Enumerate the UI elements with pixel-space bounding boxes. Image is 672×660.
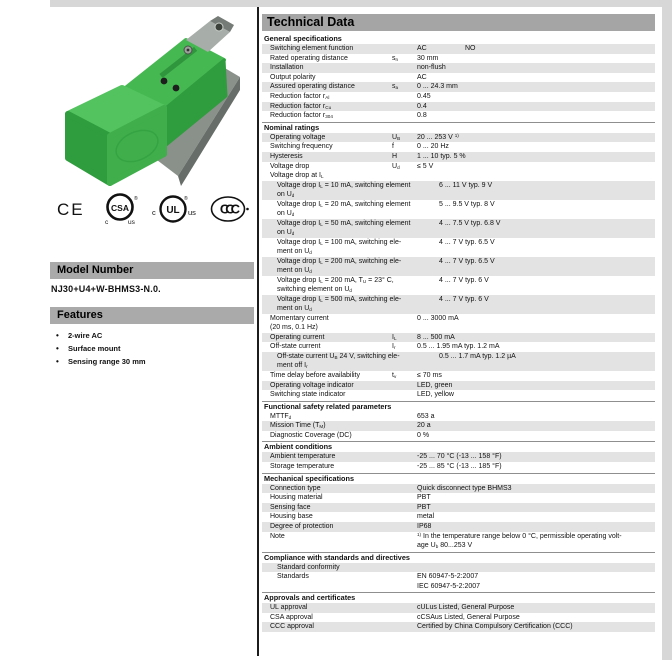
spec-row [262, 390, 655, 400]
svg-text:CE: CE [57, 200, 85, 219]
technical-data-column [262, 0, 655, 632]
spec-section [262, 441, 655, 471]
spec-label: Installation [270, 64, 304, 72]
spec-symbol: $U_d$ [392, 162, 400, 170]
spec-label: Voltage drop $I_L = 200$ mA, switching ele- ment on $U_d$ [277, 257, 402, 275]
bullet-icon: • [56, 357, 59, 366]
spec-value: cCSAus Listed, General Purpose [417, 613, 520, 621]
spec-row [262, 421, 655, 431]
section-header: Compliance with standards and directives [262, 552, 655, 563]
svg-text:®: ® [184, 196, 188, 202]
spec-value: $^{1)}$ In the temperature range below 0 °C, permissible operating volt- age $U_b$ 80...253 V [417, 531, 622, 550]
spec-label: CSA approval [270, 613, 313, 621]
spec-row [262, 54, 655, 64]
spec-label: Time delay before availability [270, 371, 361, 379]
svg-text:us: us [188, 208, 197, 217]
spec-row [262, 452, 655, 462]
svg-text:CCC: CCC [219, 201, 237, 217]
spec-section [262, 592, 655, 632]
spec-value: EN 60947-5-2:2007 IEC 60947-5-2:2007 [417, 573, 481, 590]
spec-label: Hysteresis [270, 152, 303, 160]
spec-value: 4 ... 7.5 V typ. 6.8 V [439, 219, 501, 227]
spec-label: Mission Time $(T_M)$ [270, 422, 326, 430]
section-header: Approvals and certificates [262, 592, 655, 603]
svg-text:®: ® [133, 196, 138, 202]
spec-value: IP68 [417, 523, 432, 531]
spec-row [262, 342, 655, 352]
spec-value: -25 ... 70 °C (-13 ... 158 °F) [417, 453, 502, 461]
spec-value: 0 ... 3000 mA [417, 314, 459, 322]
feature-item [56, 342, 146, 355]
spec-row [262, 219, 655, 238]
spec-value: ≤ 70 ms [417, 371, 442, 379]
spec-label: Standards [277, 573, 309, 581]
spec-section [262, 34, 655, 121]
spec-row [262, 493, 655, 503]
ul-mark-icon [151, 192, 197, 226]
spec-value: Certified by China Compulsory Certification (CCC) [417, 623, 573, 631]
spec-label: Degree of protection [270, 523, 334, 531]
spec-row [262, 200, 655, 219]
spec-row [262, 333, 655, 343]
bullet-icon: • [56, 331, 59, 340]
spec-value: 0.4 [417, 102, 427, 110]
technical-data-title: Technical Data [262, 14, 655, 31]
spec-row [262, 613, 655, 623]
spec-value: 0.5 ... 1.95 mA typ. 1.2 mA [417, 343, 500, 351]
feature-label: Sensing range 30 mm [68, 357, 146, 366]
spec-row [262, 257, 655, 276]
spec-row [262, 484, 655, 494]
spec-label: Voltage drop $I_L = 100$ mA, switching ele- ment on $U_d$ [277, 238, 402, 256]
spec-symbol: H [392, 152, 398, 160]
spec-label: Ambient temperature [270, 453, 336, 461]
spec-value: AC [417, 73, 427, 81]
spec-value: PBT [417, 503, 431, 511]
spec-row [262, 162, 655, 172]
spec-table [262, 34, 655, 632]
spec-value: 1 ... 10 typ. 5 % [417, 152, 466, 160]
spec-row [262, 563, 655, 573]
spec-value: -25 ... 85 °C (-13 ... 185 °F) [417, 463, 502, 471]
spec-section [262, 122, 655, 400]
spec-label: Housing material [270, 494, 323, 502]
spec-value: 653 a [417, 412, 435, 420]
features-list [56, 329, 146, 368]
section-header: Functional safety related parameters [262, 401, 655, 412]
spec-label: Sensing face [270, 503, 311, 511]
spec-value: 20 a [417, 422, 431, 430]
spec-value: AC NO [417, 45, 476, 52]
spec-label: Switching element function [270, 45, 354, 52]
ce-mark-icon [56, 197, 88, 221]
spec-label: Rated operating distance [270, 54, 348, 62]
spec-row [262, 622, 655, 632]
spec-value: 5 ... 9.5 V typ. 8 V [439, 200, 495, 208]
spec-row [262, 512, 655, 522]
svg-text:c: c [152, 208, 157, 217]
spec-label: CCC approval [270, 623, 314, 631]
feature-label: Surface mount [68, 344, 121, 353]
spec-row [262, 73, 655, 83]
spec-label: Switching state indicator [270, 391, 346, 399]
spec-value: metal [417, 513, 435, 521]
spec-row [262, 412, 655, 422]
spec-label: Voltage drop $I_L = 500$ mA, switching ele- ment on $U_d$ [277, 295, 402, 313]
spec-value: non-flush [417, 64, 446, 72]
spec-label: Voltage drop $I_L = 10$ mA, switching element on $U_d$ [277, 181, 411, 199]
spec-section [262, 473, 655, 551]
product-photo [60, 8, 248, 188]
spec-label: Operating current [270, 333, 325, 341]
spec-section [262, 401, 655, 441]
spec-value: LED, yellow [417, 391, 454, 399]
spec-label: Output polarity [270, 73, 316, 81]
feature-item [56, 355, 146, 368]
spec-value: 8 ... 500 mA [417, 333, 455, 341]
spec-row [262, 352, 655, 371]
svg-text:c: c [104, 219, 108, 226]
spec-value: 0 ... 20 Hz [417, 143, 449, 151]
spec-label: Momentary current (20 ms, 0.1 Hz) [270, 314, 329, 332]
spec-row [262, 371, 655, 381]
spec-label: Voltage drop $I_L = 20$ mA, switching element on $U_d$ [277, 200, 411, 218]
feature-item [56, 329, 146, 342]
spec-label: Voltage drop [270, 162, 310, 170]
spec-row [262, 503, 655, 513]
spec-value: 4 ... 7 V typ. 6.5 V [439, 257, 495, 265]
spec-row [262, 142, 655, 152]
spec-value: 4 ... 7 V typ. 6 V [439, 295, 489, 303]
certification-marks [56, 190, 252, 228]
bullet-icon: • [56, 344, 59, 353]
model-number: NJ30+U4+W-BHMS3-N.0. [51, 284, 161, 294]
spec-label: Standard conformity [277, 563, 340, 571]
spec-value: 0 ... 24.3 mm [417, 83, 458, 91]
spec-symbol: $I_L$ [392, 333, 397, 341]
spec-label: Assured operating distance [270, 83, 355, 91]
spec-value: 0.5 ... 1.7 mA typ. 1.2 µA [439, 352, 516, 360]
spec-symbol: $I_r$ [392, 343, 396, 351]
spec-label: Voltage drop at $I_L$ [270, 172, 324, 180]
spec-value: 0.45 [417, 92, 431, 100]
spec-row [262, 92, 655, 102]
spec-value: 4 ... 7 V typ. 6.5 V [439, 238, 495, 246]
spec-value: 30 mm [417, 54, 439, 62]
spec-row [262, 44, 655, 54]
spec-label: Operating voltage indicator [270, 381, 354, 389]
section-header: Ambient conditions [262, 441, 655, 452]
spec-row [262, 314, 655, 333]
spec-row [262, 603, 655, 613]
spec-value: cULus Listed, General Purpose [417, 604, 515, 612]
spec-row [262, 276, 655, 295]
spec-row [262, 381, 655, 391]
spec-row [262, 572, 655, 591]
spec-symbol: $U_B$ [392, 133, 401, 141]
spec-value: 6 ... 11 V typ. 9 V [439, 181, 493, 189]
spec-row [262, 63, 655, 73]
spec-label: Operating voltage [270, 133, 326, 141]
spec-value: 20 ... 253 V $^{1)}$ [417, 132, 459, 141]
spec-row [262, 152, 655, 162]
spec-label: Storage temperature [270, 463, 335, 471]
spec-label: Switching frequency [270, 143, 333, 151]
spec-value: Quick disconnect type BHMS3 [417, 484, 512, 492]
spec-value: 4 ... 7 V typ. 6 V [439, 276, 489, 284]
page-edge-right [662, 0, 672, 660]
spec-label: Voltage drop $I_L = 50$ mA, switching element on $U_d$ [277, 219, 411, 237]
left-column [0, 0, 257, 660]
spec-label: Note [270, 532, 285, 540]
spec-label: Connection type [270, 484, 321, 492]
spec-symbol: $s_n$ [392, 54, 399, 62]
spec-value: LED, green [417, 381, 453, 389]
spec-label: UL approval [270, 604, 308, 612]
spec-value: 0 % [417, 431, 430, 439]
spec-row [262, 171, 655, 181]
section-header: Mechanical specifications [262, 473, 655, 484]
svg-text:CSA: CSA [110, 203, 129, 213]
svg-text:UL: UL [166, 205, 180, 216]
spec-value: PBT [417, 494, 431, 502]
spec-row [262, 111, 655, 121]
spec-row [262, 181, 655, 200]
spec-row [262, 532, 655, 551]
spec-symbol: $t_v$ [392, 371, 397, 380]
section-header: Nominal ratings [262, 122, 655, 133]
spec-row [262, 238, 655, 257]
spec-value: 0.8 [417, 112, 427, 120]
spec-label: Housing base [270, 513, 313, 521]
feature-label: 2-wire AC [68, 331, 103, 340]
ccc-mark-icon [208, 194, 252, 224]
spec-row [262, 82, 655, 92]
model-number-header: Model Number [50, 262, 254, 279]
spec-row [262, 522, 655, 532]
spec-row [262, 431, 655, 441]
features-header: Features [50, 307, 254, 324]
csa-mark-icon [99, 191, 141, 227]
spec-label: Voltage drop $I_L = 200$ mA, $T_U = 23^\circ$ C, switching element on $U_d$ [277, 276, 394, 294]
column-divider-line [257, 7, 259, 656]
spec-label: Reduction factor $r_{Al}$ [270, 92, 330, 101]
spec-row [262, 295, 655, 314]
svg-text:us: us [127, 219, 135, 226]
spec-section [262, 552, 655, 592]
spec-row [262, 133, 655, 143]
spec-symbol: $s_a$ [392, 83, 399, 91]
spec-label: $MTTF_d$ [270, 412, 292, 420]
spec-label: Reduction factor $r_{Cu}$ [270, 102, 332, 110]
section-header: General specifications [264, 34, 342, 43]
spec-label: Reduction factor $r_{304}$ [270, 112, 333, 120]
spec-value: ≤ 5 V [417, 162, 434, 170]
spec-symbol: f [392, 143, 394, 151]
spec-row [262, 102, 655, 112]
spec-label: Off-state current $U_B$ 24 V, switching ele- ment off $I_r$ [277, 352, 400, 370]
spec-label: Off-state current [270, 343, 321, 351]
spec-label: Diagnostic Coverage (DC) [270, 431, 352, 439]
spec-row [262, 462, 655, 472]
